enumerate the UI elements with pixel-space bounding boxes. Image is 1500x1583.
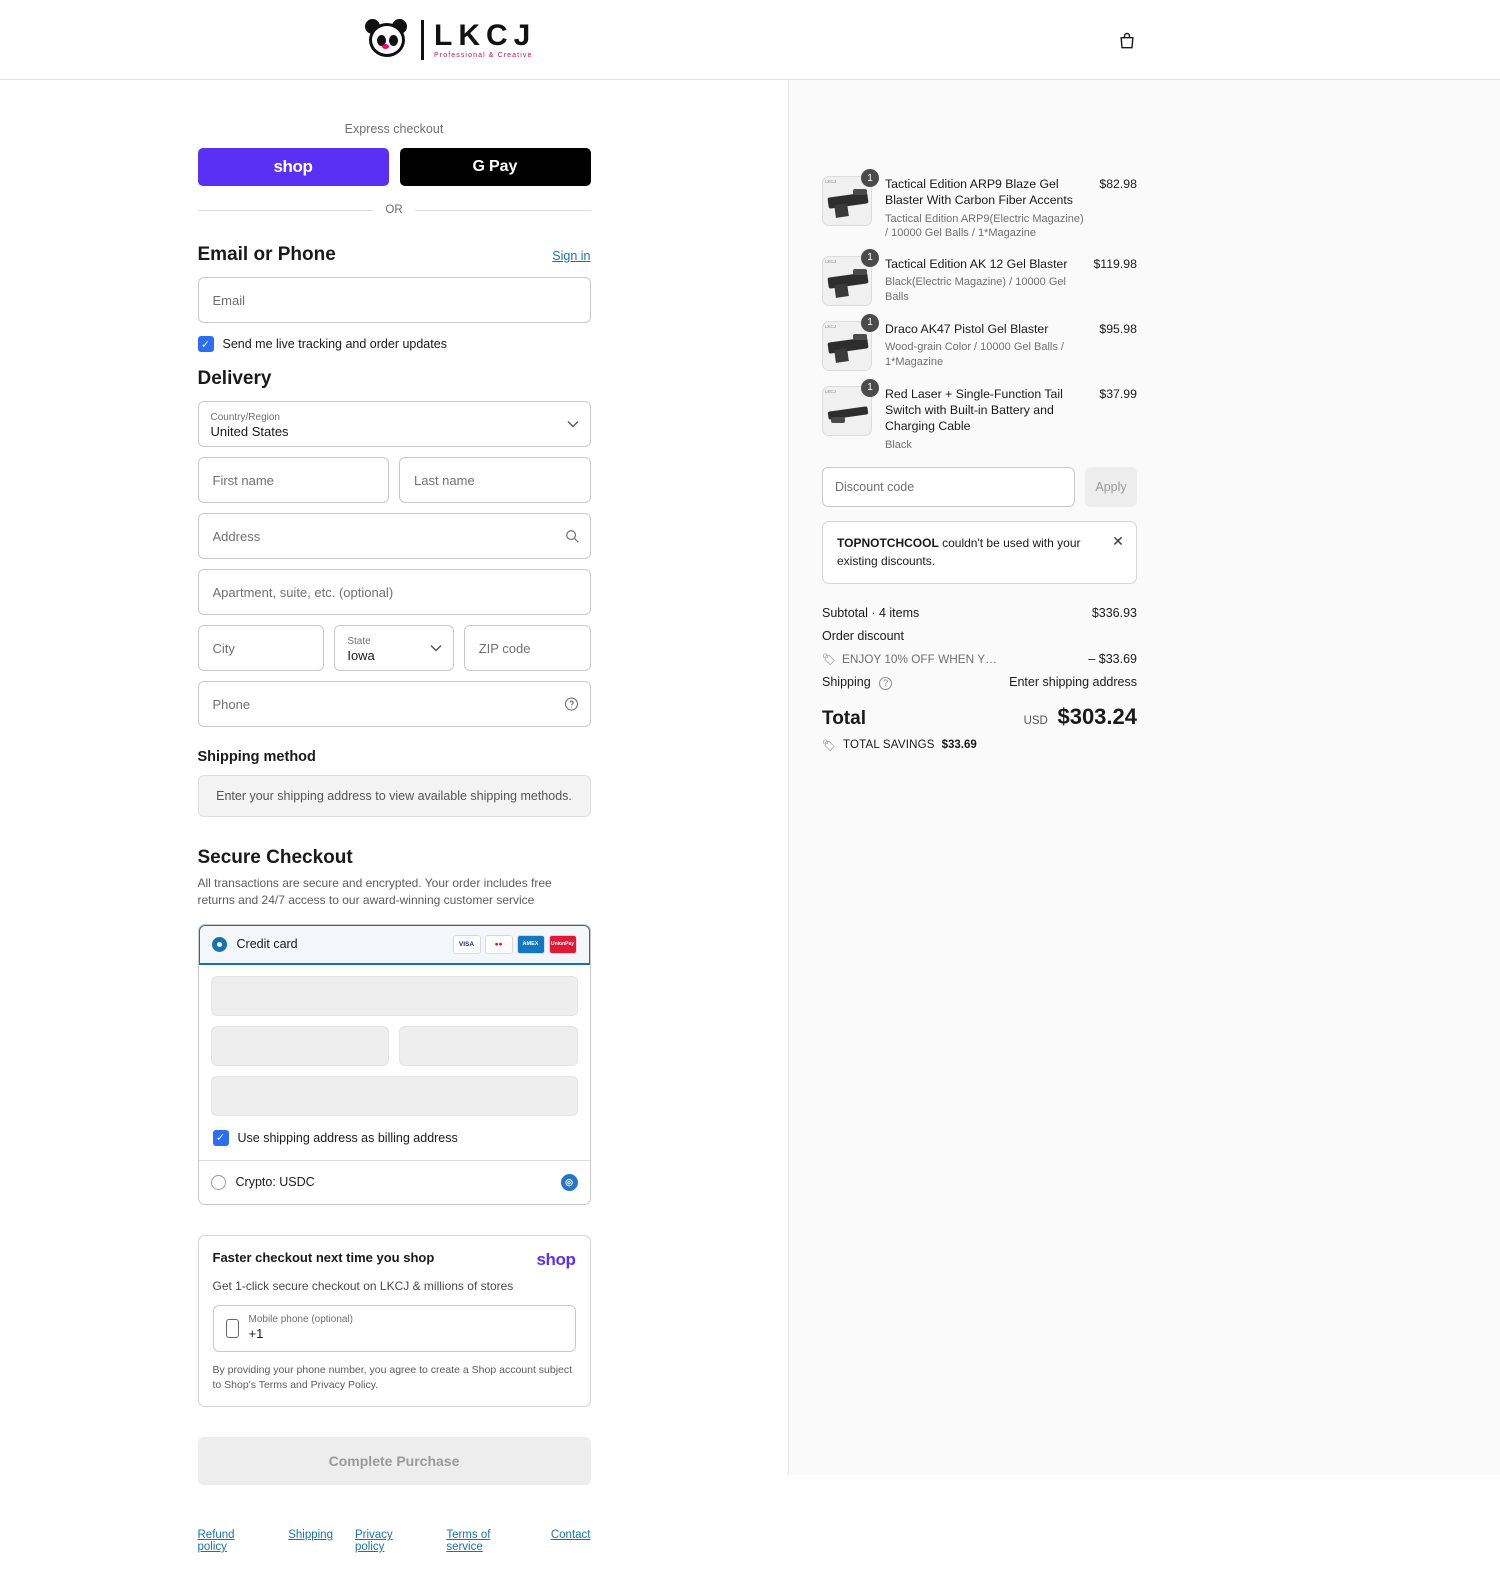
discount-error-message: couldn't be used with your existing discounts.	[837, 536, 1081, 568]
help-circle-icon[interactable]: ?	[879, 677, 892, 690]
item-name: Red Laser + Single-Function Tail Switch with Built-in Battery and Charging Cable	[885, 386, 1063, 434]
billing-address-checkbox[interactable]: ✓	[213, 1130, 229, 1146]
help-circle-icon[interactable]	[564, 697, 579, 712]
site-header	[0, 0, 1500, 80]
item-price: $95.98	[1099, 321, 1137, 336]
discount-error-alert	[822, 521, 1137, 584]
billing-address-row[interactable]	[211, 1116, 578, 1150]
shipping-method-empty: Enter your shipping address to view available shipping methods.	[198, 775, 591, 817]
product-thumbnail: LKCJ	[822, 321, 872, 371]
total-savings-value: $33.69	[941, 739, 977, 752]
or-divider	[198, 204, 591, 216]
crypto-option[interactable]	[199, 1160, 590, 1204]
privacy-policy-link[interactable]: Privacy Policy	[310, 1379, 376, 1391]
legal-prefix: By providing your phone number, you agree to create a Shop account subject to Shop's	[212, 1363, 573, 1391]
footer-links	[198, 1529, 591, 1583]
apartment-field[interactable]	[198, 569, 591, 615]
sign-in-link[interactable]: Sign in	[552, 249, 591, 263]
item-variant: Black(Electric Magazine) / 10000 Gel Balls	[885, 276, 1066, 303]
last-name-field[interactable]	[399, 457, 591, 503]
product-thumbnail: LKCJ	[822, 386, 872, 436]
unionpay-icon: UnionPay	[549, 935, 577, 954]
or-label: OR	[385, 204, 403, 216]
total-value: $303.24	[1057, 703, 1137, 729]
item-price: $119.98	[1093, 256, 1137, 271]
discount-code-input[interactable]	[822, 467, 1075, 507]
shop-promo-legal	[213, 1363, 576, 1393]
amex-icon: AMEX	[517, 935, 545, 954]
item-name: Draco AK47 Pistol Gel Blaster	[885, 321, 1049, 336]
usdc-icon: ◎	[561, 1174, 578, 1191]
google-pay-label: Pay	[488, 158, 518, 175]
item-variant: Tactical Edition ARP9(Electric Magazine) / 10000 Gel Balls / 1*Magazine	[885, 212, 1084, 240]
shipping-label: Shipping	[822, 675, 871, 690]
zip-input[interactable]	[477, 640, 578, 657]
list-item	[822, 382, 1137, 453]
discount-error-code: TOPNOTCHCOOL	[837, 536, 939, 551]
order-discount-label: Order discount	[822, 629, 904, 644]
discount-code-name: ENJOY 10% OFF WHEN Y…	[841, 652, 997, 667]
order-summary-column	[788, 80, 1500, 1475]
product-thumbnail: LKCJ	[822, 176, 872, 226]
complete-purchase-button[interactable]: Complete Purchase	[198, 1437, 591, 1485]
list-item	[822, 252, 1137, 306]
total-label: Total	[822, 707, 866, 729]
shop-promo-title: Faster checkout next time you shop	[212, 1249, 435, 1265]
contact-section-title: Email or Phone	[197, 244, 336, 265]
delivery-section-title: Delivery	[197, 368, 272, 389]
shop-phone-label: Mobile phone (optional)	[248, 1313, 354, 1325]
subtotal-row	[822, 606, 1137, 620]
item-quantity-badge: 1	[861, 169, 879, 187]
express-checkout-buttons	[198, 148, 591, 186]
card-number-placeholder[interactable]	[211, 976, 578, 1016]
country-select[interactable]	[198, 401, 591, 447]
address-input[interactable]	[211, 528, 578, 545]
product-thumbnail: LKCJ	[822, 256, 872, 306]
phone-field[interactable]	[198, 681, 591, 727]
shop-logo: shop	[536, 1249, 576, 1269]
credit-card-label: Credit card	[236, 937, 298, 952]
state-label: State	[347, 636, 371, 648]
country-label: Country/Region	[210, 412, 280, 424]
tag-icon: 🏷	[822, 653, 836, 666]
order-discount-row	[822, 629, 1137, 643]
card-name-placeholder[interactable]	[211, 1076, 578, 1116]
logo-wordmark: LKCJ	[434, 18, 537, 52]
state-value: Iowa	[347, 648, 375, 664]
state-select[interactable]	[334, 625, 453, 671]
credit-card-option[interactable]	[198, 924, 591, 965]
discount-code-applied-row	[822, 652, 1137, 666]
shop-phone-value: +1	[248, 1325, 264, 1341]
first-name-input[interactable]	[211, 472, 377, 489]
list-item	[822, 317, 1137, 371]
payment-section-title: Secure Checkout	[197, 847, 353, 868]
footer-link-contact[interactable]: Contact	[550, 1529, 591, 1542]
shipping-method-title: Shipping method	[197, 749, 316, 765]
shop-mobile-phone-field[interactable]	[213, 1305, 576, 1352]
accepted-cards	[453, 935, 577, 954]
mobile-phone-icon	[226, 1319, 239, 1338]
item-quantity-badge: 1	[861, 249, 879, 267]
express-checkout-label: Express checkout	[344, 122, 444, 136]
logo-divider	[421, 20, 424, 60]
total-savings-row	[822, 739, 1137, 752]
subtotal-value: $336.93	[1091, 606, 1137, 621]
mastercard-icon: ●●	[485, 935, 513, 954]
item-price: $37.99	[1099, 386, 1137, 401]
subtotal-label: Subtotal · 4 items	[822, 606, 920, 621]
search-icon[interactable]	[565, 529, 579, 543]
item-variant: Wood-grain Color / 10000 Gel Balls / 1*Magazine	[885, 341, 1064, 368]
crypto-radio[interactable]	[211, 1175, 226, 1190]
footer-link-refund[interactable]: Refund policy	[197, 1529, 235, 1554]
phone-input[interactable]	[211, 696, 578, 713]
country-value: United States	[210, 424, 289, 440]
total-row	[822, 704, 1137, 730]
first-name-field[interactable]	[198, 457, 390, 503]
item-quantity-badge: 1	[861, 314, 879, 332]
apply-discount-button[interactable]: Apply	[1085, 467, 1137, 507]
shop-pay-promo	[198, 1235, 591, 1407]
card-expiry-placeholder[interactable]	[211, 1026, 390, 1066]
shipping-row	[822, 675, 1137, 690]
city-field[interactable]	[198, 625, 325, 671]
footer-link-shipping[interactable]: Shipping	[288, 1529, 333, 1542]
email-input[interactable]	[211, 292, 578, 309]
city-input[interactable]	[211, 640, 312, 657]
item-variant: Black	[885, 438, 912, 451]
total-savings-label: TOTAL SAVINGS	[842, 739, 935, 752]
google-pay-button[interactable]	[400, 148, 591, 186]
newsletter-label: Send me live tracking and order updates	[222, 337, 447, 351]
shipping-value: Enter shipping address	[1009, 675, 1137, 690]
legal-and: and	[287, 1379, 311, 1391]
google-g-icon: G	[472, 158, 485, 175]
address-field[interactable]	[198, 513, 591, 559]
total-currency: USD	[1023, 714, 1048, 727]
zip-field[interactable]	[464, 625, 591, 671]
credit-card-radio[interactable]	[212, 937, 227, 952]
item-name: Tactical Edition AK 12 Gel Blaster	[885, 256, 1068, 271]
card-cvv-placeholder[interactable]	[399, 1026, 578, 1066]
item-quantity-badge: 1	[861, 379, 879, 397]
newsletter-row[interactable]	[198, 336, 591, 352]
totals-block	[822, 606, 1137, 752]
tag-icon: 🏷	[822, 739, 836, 752]
panda-logo-icon	[365, 17, 411, 63]
last-name-input[interactable]	[412, 472, 578, 489]
crypto-label: Crypto: USDC	[235, 1175, 315, 1190]
email-field[interactable]	[198, 277, 591, 323]
discount-amount: – $33.69	[1088, 652, 1137, 667]
billing-address-label: Use shipping address as billing address	[237, 1130, 458, 1145]
shopping-bag-icon[interactable]	[1114, 28, 1140, 54]
store-logo[interactable]	[365, 17, 536, 63]
item-name: Tactical Edition ARP9 Blaze Gel Blaster With Carbon Fiber Accents	[885, 177, 1073, 208]
footer-link-terms[interactable]: Terms of service	[446, 1529, 491, 1554]
payment-methods	[198, 924, 591, 1205]
newsletter-checkbox[interactable]: ✓	[198, 336, 214, 352]
payment-section-description: All transactions are secure and encrypted. Your order includes free returns and 24/7 access to our award-winning customer service	[197, 876, 552, 908]
chevron-down-icon[interactable]	[430, 644, 442, 652]
discount-code-row	[822, 467, 1137, 507]
footer-link-privacy[interactable]: Privacy policy	[354, 1529, 393, 1554]
legal-suffix: .	[375, 1379, 379, 1391]
checkout-form-column	[0, 80, 788, 1554]
shop-pay-button[interactable]: shop	[198, 148, 389, 186]
list-item	[822, 172, 1137, 241]
close-icon[interactable]: ✕	[1112, 533, 1124, 550]
item-price: $82.98	[1099, 177, 1137, 191]
visa-icon: VISA	[453, 935, 481, 954]
terms-link[interactable]: Terms	[258, 1379, 288, 1391]
credit-card-fields	[199, 964, 590, 1160]
chevron-down-icon[interactable]	[567, 420, 579, 428]
apartment-input[interactable]	[211, 584, 578, 601]
logo-tagline: Professional & Creative	[434, 52, 533, 60]
shop-promo-subtitle: Get 1-click secure checkout on LKCJ & millions of stores	[212, 1278, 514, 1293]
